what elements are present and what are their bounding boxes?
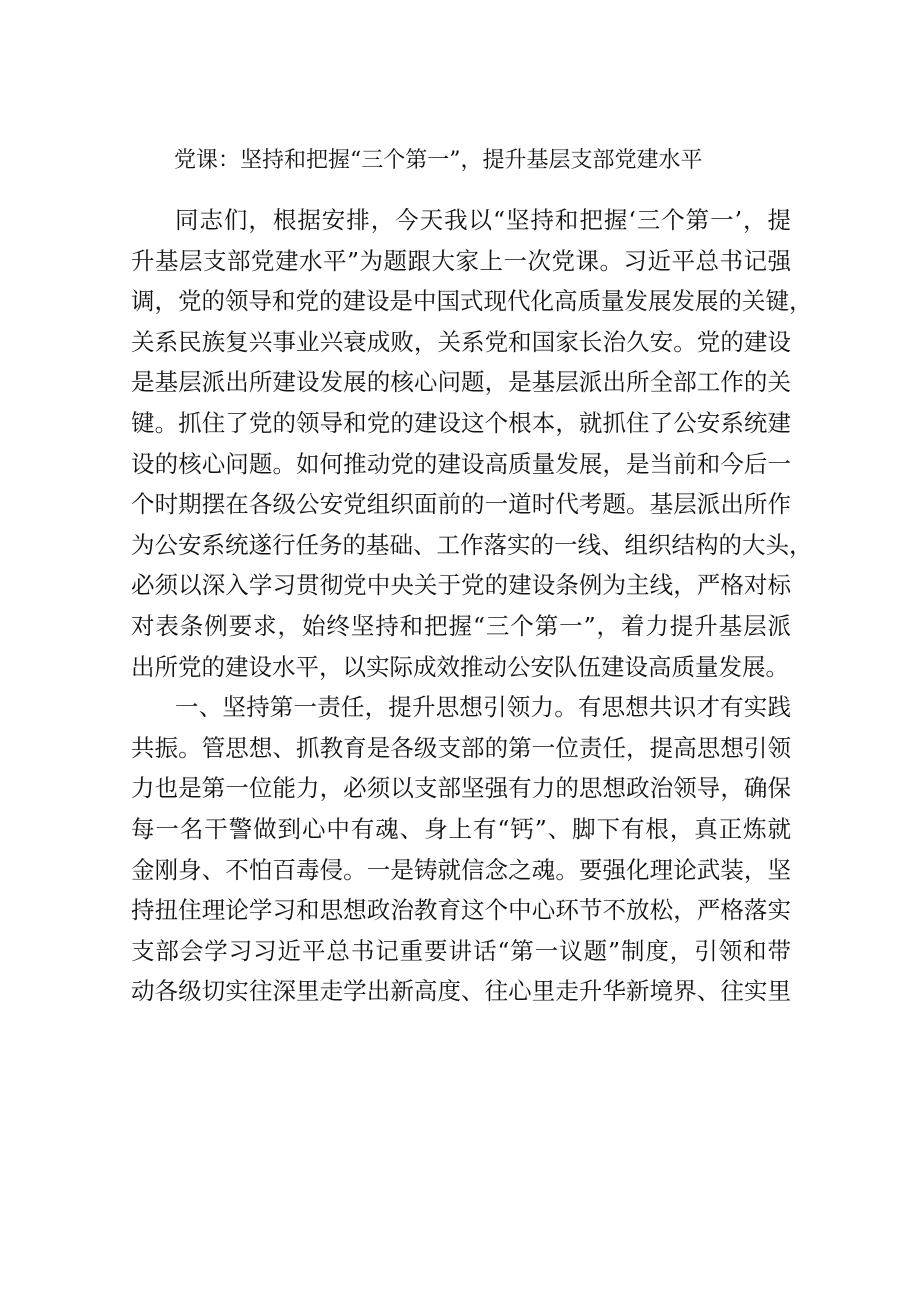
paragraph-2-line: 持扭住理论学习和思想政治教育这个中心环节不放松，严格落实 (131, 896, 791, 925)
paragraph-1-line: 为公安系统遂行任务的基础、工作落实的一线、组织结构的大头， (131, 530, 813, 559)
paragraph-1-line: 出所党的建设水平，以实际成效推动公安队伍建设高质量发展。 (131, 652, 789, 681)
paragraph-1-line: 必须以深入学习贯彻党中央关于党的建设条例为主线，严格对标 (131, 571, 791, 600)
paragraph-1-line: 升基层支部党建水平”为题跟大家上一次党课。习近平总书记强 (131, 246, 791, 275)
document-title: 党课：坚持和把握“三个第一”，提升基层支部党建水平 (174, 148, 703, 173)
paragraph-1-line: 调，党的领导和党的建设是中国式现代化高质量发展发展的关键， (131, 287, 813, 316)
paragraph-2-line: 共振。管思想、抓教育是各级支部的第一位责任，提高思想引领 (131, 733, 791, 762)
paragraph-1-line: 对表条例要求，始终坚持和把握“三个第一”，着力提升基层派 (131, 611, 791, 640)
paragraph-1-line: 关系民族复兴事业兴衰成败，关系党和国家长治久安。党的建设 (131, 327, 791, 356)
paragraph-1-line: 是基层派出所建设发展的核心问题，是基层派出所全部工作的关 (131, 368, 791, 397)
document-body (131, 200, 813, 1012)
paragraph-2-line: 支部会学习习近平总书记重要讲话“第一议题”制度，引领和带 (131, 936, 791, 965)
paragraph-2-line: 金刚身、不怕百毒侵。一是铸就信念之魂。要强化理论武装，坚 (131, 855, 791, 884)
paragraph-1-line: 键。抓住了党的领导和党的建设这个根本，就抓住了公安系统建 (131, 408, 791, 437)
paragraph-1-line: 个时期摆在各级公安党组织面前的一道时代考题。基层派出所作 (131, 490, 791, 519)
paragraph-1-line: 设的核心问题。如何推动党的建设高质量发展，是当前和今后一 (131, 449, 791, 478)
paragraph-2-line: 力也是第一位能力，必须以支部坚强有力的思想政治领导，确保 (131, 774, 791, 803)
paragraph-1-line: 同志们，根据安排，今天我以“坚持和把握‘三个第一’，提 (175, 206, 791, 234)
paragraph-2-line: 一、坚持第一责任，提升思想引领力。有思想共识才有实践 (175, 693, 791, 722)
paragraph-2-line: 每一名干警做到心中有魂、身上有“钙”、脚下有根，真正炼就 (131, 814, 791, 843)
paragraph-2-line: 动各级切实往深里走学出新高度、往心里走升华新境界、往实里 (131, 977, 791, 1006)
